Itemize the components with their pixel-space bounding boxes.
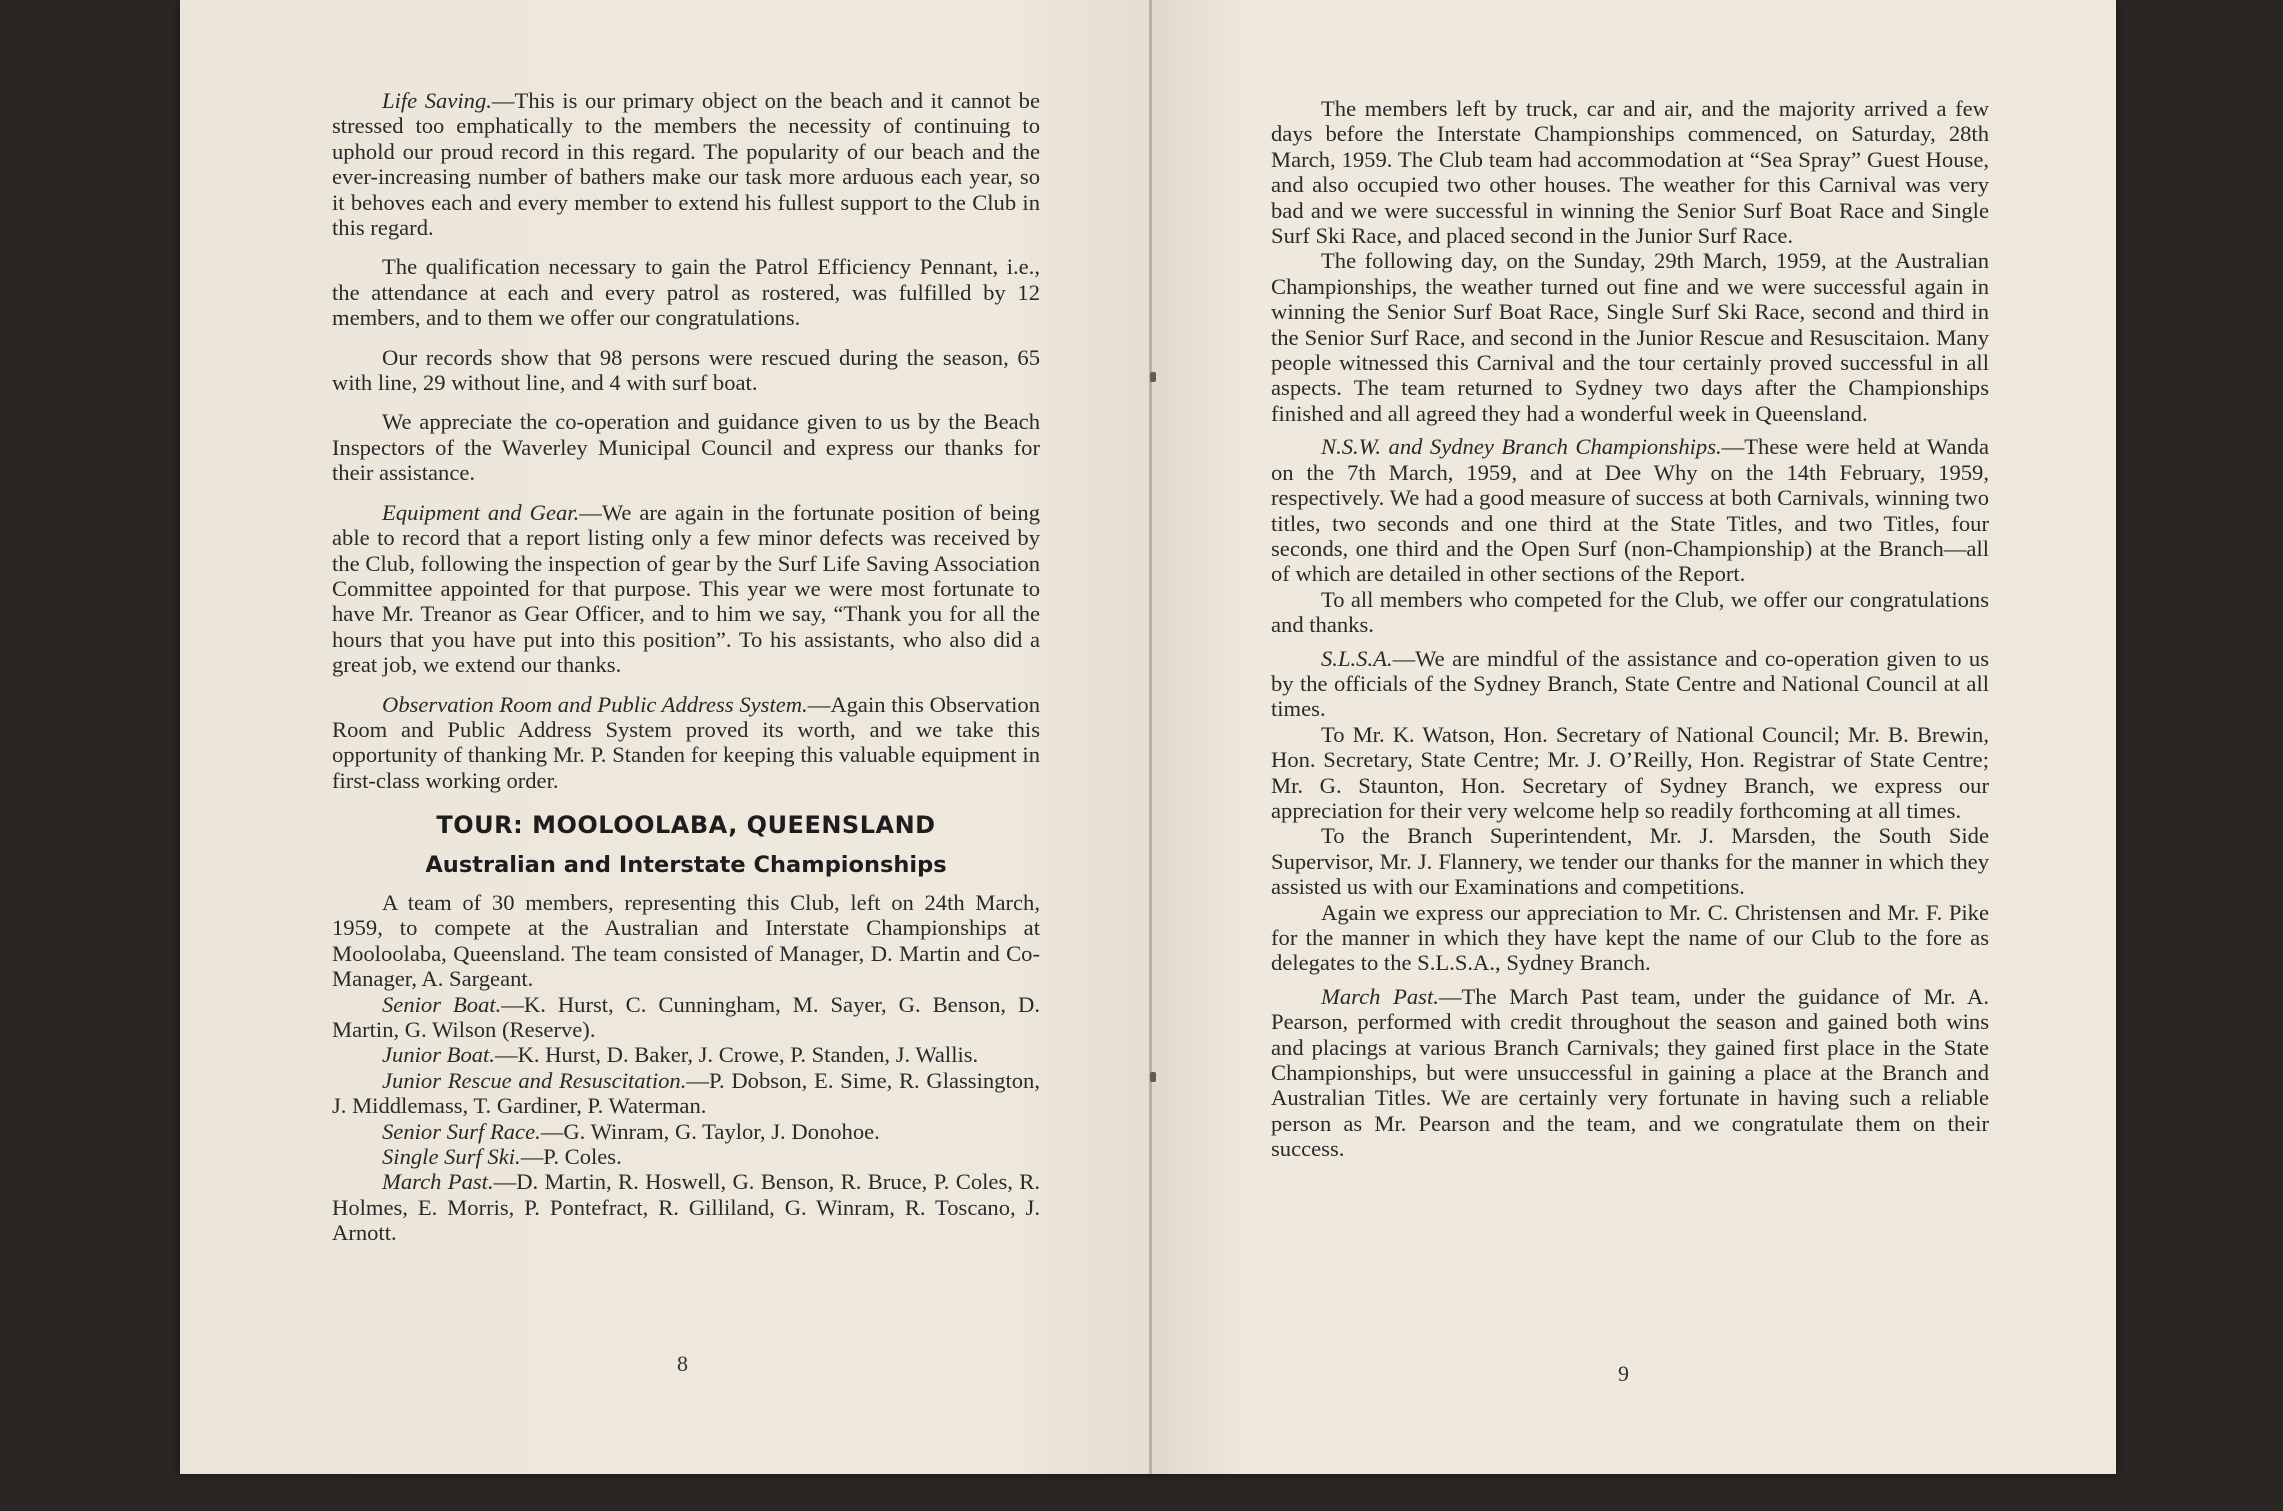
delegates-paragraph: Again we express our appreciation to Mr. C. Christensen and Mr. F. Pike for the manner in which they have kept the name of our Club to the fore as delegates to the S.L.S.A., Sydney Branch. — [1271, 899, 1989, 976]
watson-paragraph: To Mr. K. Watson, Hon. Secretary of National Council; Mr. B. Brewin, Hon. Secretary, State Centre; Mr. J. O’Reilly, Hon. Registrar of State Centre; Mr. G. Staunton, Hon. Secretary of Sydney Branch, we express our appreciation for their very welcome help so readily forthcoming at all times. — [1271, 721, 1989, 823]
slsa-paragraph: S.L.S.A.—We are mindful of the assistance and co-operation given to us by the officials of the Sydney Branch, State Centre and National Council at all times. — [1271, 645, 1989, 722]
right-column — [1271, 96, 1989, 1162]
members-left-paragraph: The members left by truck, car and air, and the majority arrived a few days before the Interstate Championships commenced, on Saturday, 28th March, 1959. The Club team had accommodation at “Sea Spray” Guest House, and also occupied two other houses. The weather for this Carnival was very bad and we were successful in winning the Senior Surf Boat Race and Single Surf Ski Race, and placed second in the Junior Surf Race. — [1271, 96, 1989, 249]
team-intro-paragraph: A team of 30 members, representing this Club, left on 24th March, 1959, to compete at the Australian and Interstate Championships at Mooloolaba, Queensland. The team consisted of Manager, D. Martin and Co-Manager, A. Sargeant. — [332, 889, 1040, 992]
junior-boat-paragraph: Junior Boat.—K. Hurst, D. Baker, J. Crowe, P. Standen, J. Wallis. — [382, 1042, 979, 1068]
march-past-paragraph: March Past.—The March Past team, under the guidance of Mr. A. Pearson, performed with credit throughout the season and gained both wins and placings at various Branch Carnivals; they gained first place in the State Championships, but were unsuccessful in gaining a place at the Branch and Australian Titles. We are certainly very fortunate in having such a reliable person as Mr. Pearson and the team, and we congratulate them on their success. — [1271, 983, 1989, 1162]
tour-heading: TOUR: MOOLOOLABA, QUEENSLAND — [436, 811, 936, 840]
patrol-paragraph: The qualification necessary to gain the Patrol Efficiency Pennant, i.e., the attendance at each and every patrol as rostered, was fulfilled by 12 members, and to them we offer our congratulations. — [332, 254, 1040, 331]
superintendent-paragraph: To the Branch Superintendent, Mr. J. Marsden, the South Side Supervisor, Mr. J. Flannery, we tender our thanks for the manner in which they assisted us with our Examinations and competitions. — [1271, 823, 1989, 900]
staple-top — [1150, 372, 1156, 382]
march-past-team-paragraph: March Past.—D. Martin, R. Hoswell, G. Benson, R. Bruce, P. Coles, R. Holmes, E. Morris, P. Pontefract, R. Gilliland, G. Winram, R. Toscano, J. Arnott. — [332, 1169, 1040, 1246]
following-day-paragraph: The following day, on the Sunday, 29th March, 1959, at the Australian Championships, the weather turned out fine and we were successful again in winning the Senior Surf Boat Race, Single Surf Ski Race, second and third in the Senior Surf Race, and second in the Junior Rescue and Resuscitaion. Many people witnessed this Carnival and the tour certainly proved successful in all aspects. The team returned to Sydney two days after the Championships finished and all agreed they had a wonderful week in Queensland. — [1271, 248, 1989, 426]
junior-rescue-paragraph: Junior Rescue and Resuscitation.—P. Dobson, E. Sime, R. Glassington, J. Middlemass, T. Gardiner, P. Waterman. — [332, 1067, 1040, 1119]
observation-paragraph: Observation Room and Public Address System.—Again this Observation Room and Public Address System proved its worth, and we take this opportunity of thanking Mr. P. Standen for keeping this valuable equipment in first-class working order. — [332, 691, 1040, 793]
senior-boat-paragraph: Senior Boat.—K. Hurst, C. Cunningham, M. Sayer, G. Benson, D. Martin, G. Wilson (Reserve). — [332, 991, 1040, 1042]
spine — [1149, 0, 1152, 1474]
nsw-paragraph: N.S.W. and Sydney Branch Championships.—These were held at Wanda on the 7th March, 1959, and at Dee Why on the 14th February, 1959, respectively. We had a good measure of success at both Carnivals, winning two titles, two seconds and one third at the State Titles, and two Titles, four seconds, one third and the Open Surf (non-Championship) at the Branch—all of which are detailed in other sections of the Report. — [1271, 434, 1989, 587]
single-ski-paragraph: Single Surf Ski.—P. Coles. — [382, 1144, 622, 1170]
left-column — [332, 88, 1040, 1246]
page-number-right: 9 — [1618, 1361, 1629, 1386]
staple-bottom — [1150, 1072, 1156, 1082]
championships-heading: Australian and Interstate Championships — [425, 851, 947, 878]
equipment-paragraph: Equipment and Gear.—We are again in the fortunate position of being able to record that a report listing only a few minor defects was received by the Club, following the inspection of gear by the Surf Life Saving Association Committee appointed for that purpose. This year we were most fortunate to have Mr. Treanor as Gear Officer, and to him we say, “Thank you for all the hours that you have put into this position”. To his assistants, who also did a great job, we extend our thanks. — [332, 499, 1040, 678]
page-number-left: 8 — [677, 1351, 688, 1376]
congrats-paragraph: To all members who competed for the Club, we offer our congratulations and thanks. — [1271, 586, 1989, 638]
cooperation-paragraph: We appreciate the co-operation and guidance given to us by the Beach Inspectors of the Waverley Municipal Council and express our thanks for their assistance. — [332, 409, 1040, 486]
senior-surf-paragraph: Senior Surf Race.—G. Winram, G. Taylor, J. Donohoe. — [382, 1118, 880, 1144]
rescues-paragraph: Our records show that 98 persons were rescued during the season, 65 with line, 29 without line, and 4 with surf boat. — [332, 344, 1040, 396]
life-saving-paragraph: Life Saving.—This is our primary object on the beach and it cannot be stressed too emphatically to the members the necessity of continuing to uphold our proud record in this regard. The popularity of our beach and the ever-increasing number of bathers make our task more arduous each year, so it behoves each and every member to extend his fullest support to the Club in this regard. — [332, 88, 1040, 241]
